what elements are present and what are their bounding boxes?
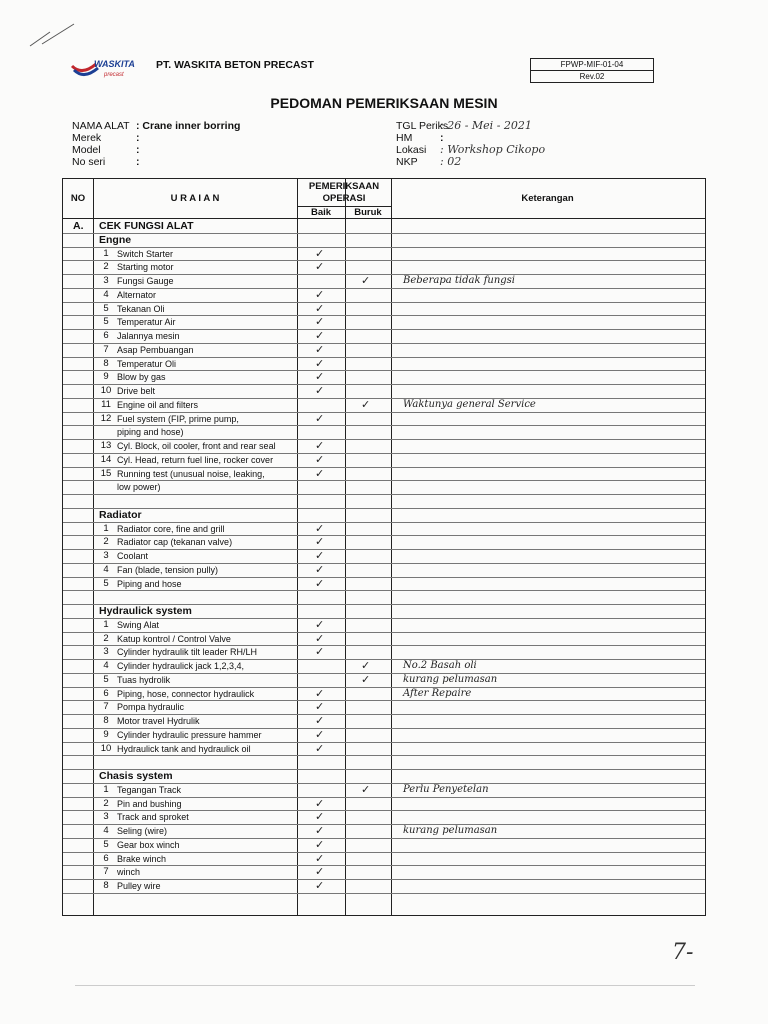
item-number: 15 bbox=[100, 467, 112, 479]
item-description: Piping and hose bbox=[117, 578, 182, 589]
item-note: Beberapa tidak fungsi bbox=[403, 275, 516, 286]
item-description: Piping, hose, connector hydraulick bbox=[117, 688, 255, 699]
inspection-table bbox=[62, 178, 706, 916]
info-label: TGL Periks bbox=[396, 120, 449, 132]
item-number: 3 bbox=[103, 550, 109, 561]
company-name: PT. WASKITA BETON PRECAST bbox=[156, 59, 314, 71]
col-divider bbox=[93, 179, 94, 915]
item-description: Starting motor bbox=[117, 262, 174, 273]
item-number: 6 bbox=[103, 687, 109, 699]
item-description: Radiator core, fine and grill bbox=[117, 523, 225, 534]
item-description: Fan (blade, tension pully) bbox=[117, 564, 219, 575]
info-value: : Workshop Cikopo bbox=[440, 143, 546, 156]
item-description: Temperatur Oli bbox=[117, 358, 177, 369]
check-baik: ✓ bbox=[315, 371, 325, 384]
check-baik: ✓ bbox=[315, 467, 325, 480]
item-number: 3 bbox=[103, 811, 109, 823]
row-divider bbox=[63, 508, 705, 509]
page-title: PEDOMAN PEMERIKSAAN MESIN bbox=[270, 95, 498, 111]
item-number: 5 bbox=[103, 302, 109, 314]
doc-revision: Rev.02 bbox=[531, 70, 653, 82]
item-description: Jalannya mesin bbox=[117, 331, 180, 341]
info-value: : Crane inner borring bbox=[136, 120, 241, 132]
item-description: Gear box winch bbox=[117, 839, 180, 850]
check-baik: ✓ bbox=[315, 563, 325, 576]
item-description: Asap Pembuangan bbox=[117, 344, 194, 355]
row-divider bbox=[63, 893, 705, 894]
item-description: Coolant bbox=[117, 551, 149, 561]
item-number: 10 bbox=[100, 742, 112, 754]
row-divider bbox=[63, 590, 705, 591]
info-label: NAMA ALAT bbox=[72, 120, 130, 132]
item-note: Perlu Penyetelan bbox=[403, 783, 489, 795]
item-number: 1 bbox=[103, 247, 109, 259]
check-baik: ✓ bbox=[315, 330, 325, 342]
check-baik: ✓ bbox=[315, 357, 325, 370]
item-description: Drive belt bbox=[117, 386, 156, 396]
col-divider bbox=[391, 179, 392, 915]
col-divider bbox=[345, 179, 346, 915]
item-number: 9 bbox=[103, 728, 109, 740]
item-description: Cylinder hydraulick jack 1,2,3,4, bbox=[117, 661, 245, 671]
check-buruk: ✓ bbox=[361, 660, 371, 672]
check-baik: ✓ bbox=[315, 811, 325, 824]
document-code-box bbox=[530, 58, 654, 83]
item-number: 1 bbox=[103, 783, 109, 795]
item-description: Track and sproket bbox=[117, 812, 189, 823]
item-number: 9 bbox=[103, 371, 109, 383]
info-label: HM bbox=[396, 132, 413, 144]
check-baik: ✓ bbox=[315, 742, 325, 755]
equipment-info bbox=[72, 120, 240, 168]
info-value: : bbox=[440, 132, 444, 144]
item-number: 7 bbox=[103, 343, 109, 355]
item-number: 7 bbox=[103, 701, 109, 713]
item-number: 2 bbox=[103, 261, 109, 273]
item-number: 1 bbox=[103, 522, 109, 534]
item-description: Tekanan Oli bbox=[117, 303, 165, 314]
col-no-header: NO bbox=[70, 193, 86, 204]
info-row bbox=[396, 120, 545, 132]
check-baik: ✓ bbox=[315, 646, 325, 659]
check-baik: ✓ bbox=[315, 728, 325, 741]
item-description: Pompa hydraulic bbox=[117, 702, 185, 713]
check-baik: ✓ bbox=[315, 343, 325, 356]
item-number: 11 bbox=[101, 398, 111, 410]
item-number: 4 bbox=[103, 563, 109, 575]
check-baik: ✓ bbox=[315, 550, 325, 562]
info-row bbox=[72, 156, 240, 168]
item-description: Pin and bushing bbox=[117, 798, 182, 809]
check-buruk: ✓ bbox=[361, 783, 371, 796]
info-row bbox=[396, 156, 545, 168]
item-note: After Repaire bbox=[403, 687, 472, 699]
check-baik: ✓ bbox=[315, 825, 325, 837]
info-label: Lokasi bbox=[396, 144, 427, 156]
check-baik: ✓ bbox=[315, 453, 325, 466]
item-description: Engine oil and filters bbox=[117, 399, 199, 410]
check-buruk: ✓ bbox=[361, 275, 371, 287]
item-description: Seling (wire) bbox=[117, 826, 168, 836]
item-note: kurang pelumasan bbox=[403, 673, 498, 685]
row-divider bbox=[63, 288, 705, 289]
check-baik: ✓ bbox=[315, 302, 325, 315]
check-baik: ✓ bbox=[315, 866, 325, 879]
waskita-logo bbox=[70, 56, 150, 80]
row-divider bbox=[63, 233, 705, 234]
item-description: Brake winch bbox=[117, 853, 167, 864]
item-description: Tuas hydrolik bbox=[117, 674, 171, 685]
info-row bbox=[72, 144, 240, 156]
col-buruk-header: Buruk bbox=[354, 207, 382, 218]
check-baik: ✓ bbox=[315, 522, 325, 535]
header-divider bbox=[63, 218, 705, 219]
check-baik: ✓ bbox=[315, 618, 325, 631]
row-divider bbox=[63, 494, 705, 495]
item-number: 6 bbox=[103, 852, 109, 864]
pen-scratch-mark bbox=[28, 22, 78, 50]
item-description: Cylinder hydraulik tilt leader RH/LH bbox=[117, 647, 258, 658]
group-title: Hydraulick system bbox=[99, 605, 192, 617]
item-number: 4 bbox=[103, 825, 109, 836]
item-number: 4 bbox=[103, 288, 109, 300]
item-description: Fungsi Gauge bbox=[117, 276, 174, 286]
item-description: Running test (unusual noise, leaking, bbox=[117, 468, 265, 479]
check-baik: ✓ bbox=[315, 412, 325, 425]
item-description: Switch Starter bbox=[117, 248, 174, 259]
col-pemeriksaan-header: PEMERIKSAAN OPERASI bbox=[308, 181, 380, 204]
check-baik: ✓ bbox=[315, 385, 325, 397]
section-title: CEK FUNGSI ALAT bbox=[99, 220, 194, 232]
info-row bbox=[72, 120, 240, 132]
item-description-cont: low power) bbox=[117, 482, 161, 493]
row-divider bbox=[63, 549, 705, 550]
item-description: Cyl. Block, oil cooler, front and rear seal bbox=[117, 441, 276, 451]
item-note: No.2 Basah oli bbox=[403, 660, 477, 671]
info-value: : bbox=[136, 144, 140, 156]
logo-text: WASKITA bbox=[94, 59, 135, 69]
logo-subtext: precast bbox=[104, 72, 124, 78]
check-baik: ✓ bbox=[315, 715, 325, 727]
item-number: 2 bbox=[103, 536, 109, 548]
check-baik: ✓ bbox=[315, 577, 325, 590]
row-divider bbox=[63, 618, 705, 619]
item-number: 2 bbox=[103, 797, 109, 809]
item-description: Cylinder hydraulic pressure hammer bbox=[117, 729, 262, 740]
check-baik: ✓ bbox=[315, 687, 325, 700]
item-note: Waktunya general Service bbox=[403, 398, 536, 410]
item-number: 5 bbox=[103, 316, 109, 328]
item-note: kurang pelumasan bbox=[403, 825, 498, 836]
group-title: Engne bbox=[99, 233, 132, 246]
item-description: Motor travel Hydrulik bbox=[117, 716, 200, 726]
item-description: winch bbox=[117, 867, 141, 878]
group-title: Radiator bbox=[99, 508, 142, 521]
item-description: Katup kontrol / Control Valve bbox=[117, 633, 231, 644]
item-description: Temperatur Air bbox=[117, 317, 176, 328]
col-divider bbox=[297, 179, 298, 915]
item-number: 1 bbox=[103, 618, 109, 630]
item-number: 12 bbox=[100, 412, 112, 424]
item-description: Blow by gas bbox=[117, 372, 166, 383]
check-baik: ✓ bbox=[315, 701, 325, 714]
item-description: Tegangan Track bbox=[117, 784, 182, 795]
check-baik: ✓ bbox=[315, 247, 325, 260]
item-number: 5 bbox=[103, 673, 109, 685]
item-number: 3 bbox=[103, 646, 109, 658]
col-keterangan-header: Keterangan bbox=[521, 193, 574, 204]
item-number: 7 bbox=[103, 866, 109, 878]
check-baik: ✓ bbox=[315, 880, 325, 892]
group-title: Chasis system bbox=[99, 770, 173, 782]
item-number: 4 bbox=[103, 660, 109, 671]
item-number: 8 bbox=[103, 715, 109, 726]
check-baik: ✓ bbox=[315, 536, 325, 549]
section-letter: A. bbox=[73, 220, 84, 232]
item-description: Radiator cap (tekanan valve) bbox=[117, 537, 233, 548]
col-uraian-header: U R A I A N bbox=[170, 193, 220, 204]
item-description: Hydraulick tank and hydraulick oil bbox=[117, 743, 251, 754]
check-baik: ✓ bbox=[315, 288, 325, 301]
check-baik: ✓ bbox=[315, 632, 325, 645]
check-baik: ✓ bbox=[315, 261, 325, 274]
divider bbox=[75, 985, 695, 986]
info-value: : 26 - Mei - 2021 bbox=[440, 119, 532, 132]
check-baik: ✓ bbox=[315, 797, 325, 810]
row-divider bbox=[63, 384, 705, 385]
info-label: Merek bbox=[72, 132, 102, 144]
item-description: Pulley wire bbox=[117, 881, 161, 891]
check-buruk: ✓ bbox=[361, 398, 371, 411]
info-value: : 02 bbox=[440, 155, 462, 168]
check-baik: ✓ bbox=[315, 316, 325, 329]
item-description: Fuel system (FIP, prime pump, bbox=[117, 413, 239, 424]
check-baik: ✓ bbox=[315, 838, 325, 851]
check-baik: ✓ bbox=[315, 852, 325, 865]
item-description-cont: piping and hose) bbox=[117, 427, 184, 438]
item-number: 8 bbox=[103, 880, 109, 891]
item-number: 3 bbox=[103, 275, 109, 286]
info-row bbox=[396, 144, 545, 156]
item-description: Swing Alat bbox=[117, 619, 160, 630]
item-number: 13 bbox=[100, 440, 112, 451]
item-description: Cyl. Head, return fuel line, rocker cover bbox=[117, 454, 274, 465]
item-number: 14 bbox=[100, 453, 112, 465]
check-buruk: ✓ bbox=[361, 673, 371, 686]
item-number: 10 bbox=[100, 385, 112, 396]
inspection-info bbox=[396, 120, 545, 168]
item-number: 8 bbox=[103, 357, 109, 369]
info-label: Model bbox=[72, 144, 101, 156]
info-value: : bbox=[136, 132, 140, 144]
info-row bbox=[72, 132, 240, 144]
check-baik: ✓ bbox=[315, 440, 325, 452]
col-baik-header: Baik bbox=[310, 207, 332, 218]
doc-code: FPWP-MIF-01-04 bbox=[560, 60, 624, 69]
page-mark: 7- bbox=[672, 940, 694, 965]
item-number: 2 bbox=[103, 632, 109, 644]
row-divider bbox=[63, 865, 705, 866]
row-divider bbox=[63, 755, 705, 756]
item-number: 5 bbox=[103, 838, 109, 850]
item-number: 5 bbox=[103, 577, 109, 589]
item-description: Alternator bbox=[117, 289, 157, 300]
item-number: 6 bbox=[103, 330, 109, 341]
info-value: : bbox=[136, 156, 140, 168]
info-label: NKP bbox=[396, 156, 418, 168]
info-label: No seri bbox=[72, 156, 106, 168]
